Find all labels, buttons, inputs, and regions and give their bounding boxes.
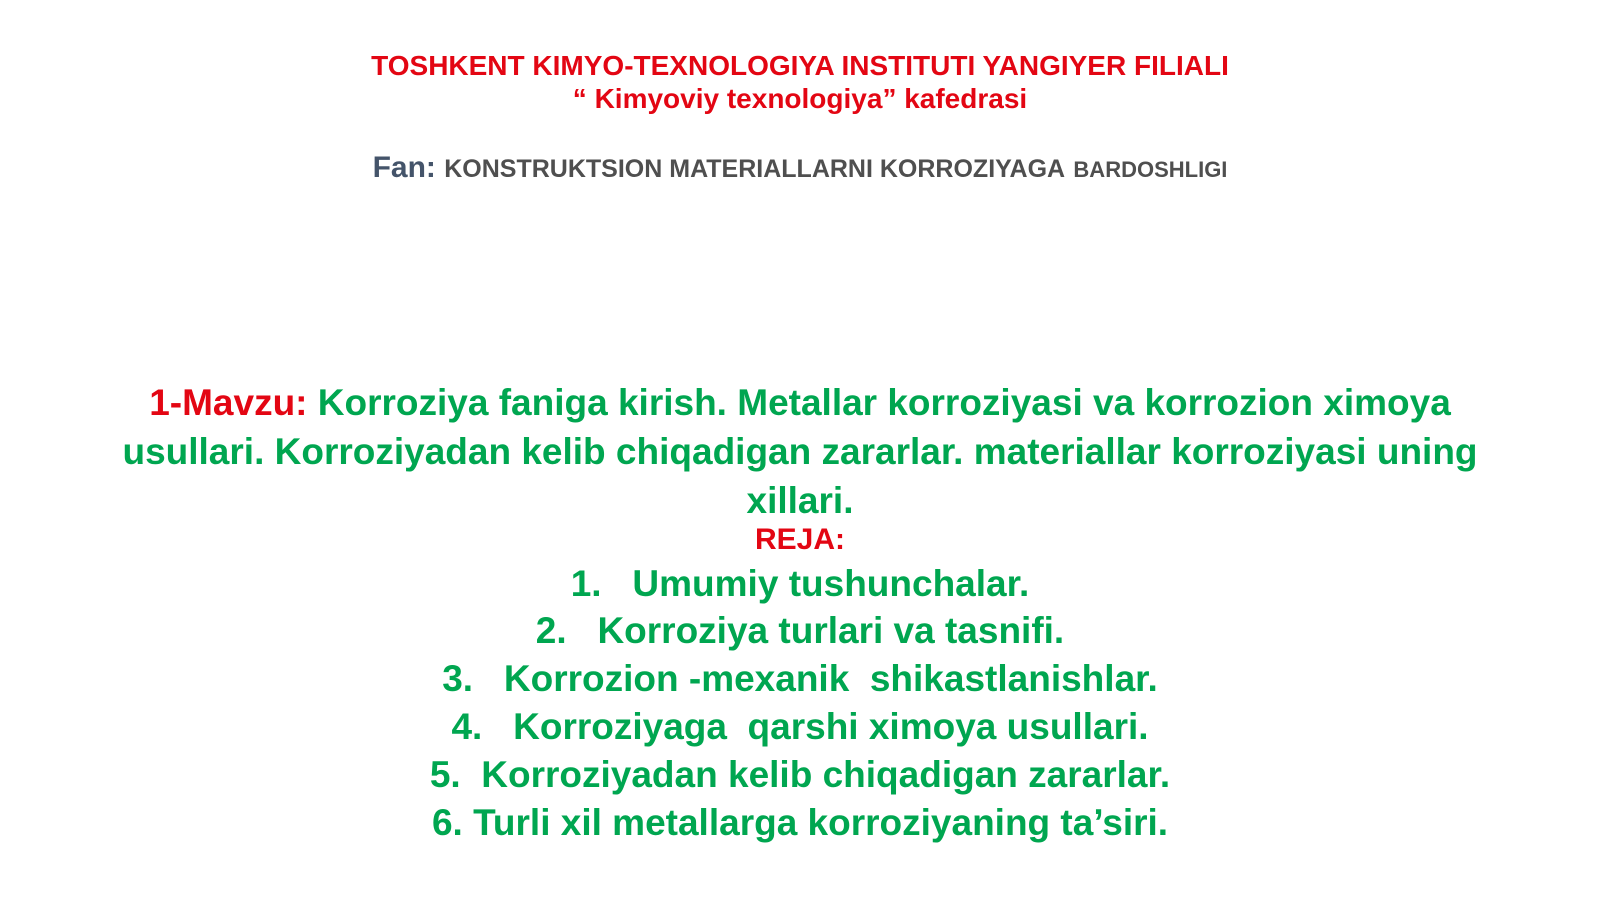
plan-item: 3. Korrozion -mexanik shikastlanishlar. <box>442 658 1158 699</box>
subject-line <box>0 150 1600 188</box>
plan-item: 6. Turli xil metallarga korroziyaning ta’siri. <box>431 802 1169 843</box>
plan-item: 1. Umumiy tushunchalar. <box>570 563 1030 604</box>
subject-label: Fan: <box>372 151 436 184</box>
topic-label: 1-Mavzu: <box>149 382 308 423</box>
plan-heading: REJA: <box>754 523 845 556</box>
subject-name: KONSTRUKTSION MATERIALLARNI KORROZIYAGA <box>444 155 1066 183</box>
plan-item: 5. Korroziyadan kelib chiqadigan zararlar. <box>429 754 1171 795</box>
subject-name-suffix: BARDOSHLIGI <box>1073 157 1228 182</box>
plan-item: 2. Korroziya turlari va tasnifi. <box>535 610 1065 651</box>
department-title: “ Kimyoviy texnologiya” kafedrasi <box>572 83 1028 114</box>
plan-item: 4. Korroziyaga qarshi ximoya usullari. <box>451 706 1149 747</box>
topic-text: Korroziya faniga kirish. Metallar korroziyasi va korrozion ximoya usullari. Korroziyadan kelib chiqadigan zararlar. materiallar korroziyasi uning xillari. <box>122 382 1478 521</box>
institution-title: TOSHKENT KIMYO-TEXNOLOGIYA INSTITUTI YANGIYER FILIALI <box>371 50 1229 81</box>
topic-block <box>80 378 1520 525</box>
